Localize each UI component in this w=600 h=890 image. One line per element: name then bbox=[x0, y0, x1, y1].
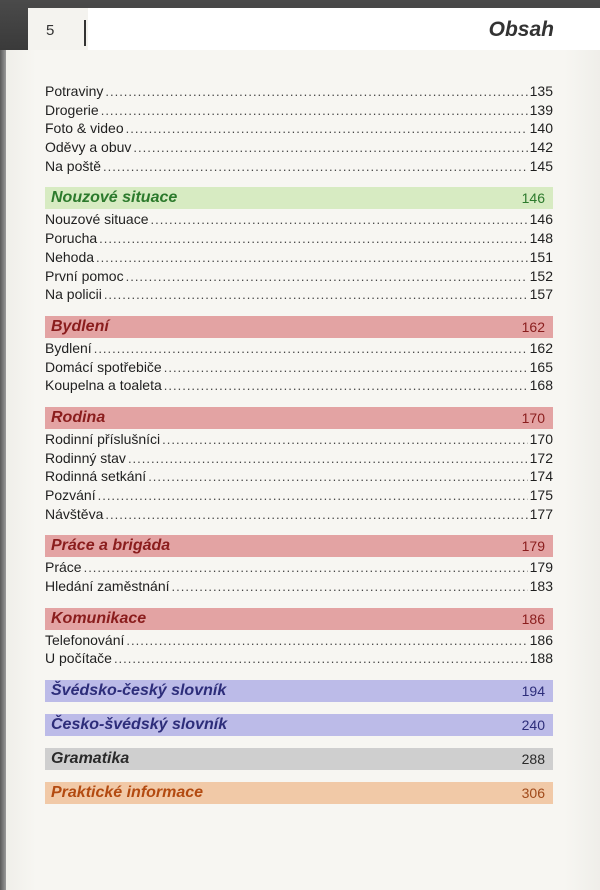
page-edge bbox=[0, 0, 6, 890]
toc-entry-label: U počítače bbox=[45, 650, 112, 667]
section-title: Nouzové situace bbox=[51, 189, 178, 207]
toc-entry-label: Návštěva bbox=[45, 505, 104, 522]
section-page: 194 bbox=[521, 683, 545, 700]
leader-dots bbox=[103, 158, 528, 177]
toc-entry-label: Rodinný stav bbox=[45, 449, 126, 466]
toc-entry-label: Bydlení bbox=[45, 339, 92, 356]
toc-entry-page: 174 bbox=[529, 468, 553, 485]
toc-entry[interactable] bbox=[45, 558, 553, 577]
toc-entry[interactable] bbox=[45, 267, 553, 286]
toc-entry-page: 179 bbox=[529, 559, 553, 576]
toc-entry-page: 151 bbox=[529, 248, 553, 265]
section-title: Gramatika bbox=[51, 750, 130, 768]
toc-entry-page: 186 bbox=[529, 631, 553, 648]
toc-entry-label: Oděvy a obuv bbox=[45, 139, 132, 156]
section-title: Rodina bbox=[51, 408, 106, 426]
leader-dots bbox=[84, 559, 528, 578]
toc-entry-page: 145 bbox=[529, 157, 553, 174]
toc-entry-label: Domácí spotřebiče bbox=[45, 358, 162, 375]
section-header-svedsko-cesky-slovnik[interactable] bbox=[45, 680, 553, 702]
leader-dots bbox=[104, 286, 528, 305]
toc-entry[interactable] bbox=[45, 358, 553, 377]
section-title: Švédsko-český slovník bbox=[51, 682, 227, 700]
leader-dots bbox=[126, 120, 528, 139]
leader-dots bbox=[99, 230, 527, 249]
toc-entry-label: Drogerie bbox=[45, 101, 99, 118]
toc-entry-page: 157 bbox=[529, 286, 553, 303]
section-header-nouzove-situace[interactable] bbox=[45, 187, 553, 209]
toc-entry-label: Telefonování bbox=[45, 631, 125, 648]
toc-entry-label: Pozvání bbox=[45, 487, 96, 503]
toc-entry[interactable] bbox=[45, 248, 553, 267]
toc-entry[interactable] bbox=[45, 210, 553, 229]
section-page: 186 bbox=[521, 610, 545, 627]
toc-entry-page: 146 bbox=[529, 211, 553, 228]
toc-entry-page: 140 bbox=[529, 120, 553, 137]
toc-entry-page: 142 bbox=[529, 139, 553, 156]
toc-entry-page: 139 bbox=[529, 101, 553, 118]
section-header-prakticke-informace[interactable] bbox=[45, 782, 553, 804]
toc-entry-label: Foto & video bbox=[45, 120, 124, 137]
toc-entry-page: 183 bbox=[529, 578, 553, 595]
section-title: Praktické informace bbox=[51, 784, 204, 802]
section-page: 162 bbox=[521, 318, 545, 335]
section-header-prace-a-brigada[interactable] bbox=[45, 535, 553, 557]
section-header-komunikace[interactable] bbox=[45, 608, 553, 630]
leader-dots bbox=[98, 487, 528, 506]
toc-entry-page: 168 bbox=[529, 377, 553, 394]
leader-dots bbox=[94, 340, 528, 359]
toc-entry-page: 175 bbox=[529, 487, 553, 503]
section-page: 240 bbox=[521, 717, 545, 734]
toc-entry[interactable] bbox=[45, 376, 553, 395]
toc-entry-page: 152 bbox=[529, 267, 553, 284]
toc-entry-label: Koupelna a toaleta bbox=[45, 377, 162, 394]
leader-dots bbox=[164, 359, 528, 378]
leader-dots bbox=[114, 650, 528, 669]
toc-entry[interactable] bbox=[45, 229, 553, 248]
toc-entry[interactable] bbox=[45, 138, 553, 157]
toc-entry[interactable] bbox=[45, 285, 553, 304]
toc-entry-label: Rodinná setkání bbox=[45, 468, 147, 485]
toc-entry-page: 170 bbox=[529, 430, 553, 447]
toc-entry-page: 135 bbox=[529, 83, 553, 99]
toc-entry-label: Nehoda bbox=[45, 248, 95, 265]
section-page: 288 bbox=[521, 751, 545, 768]
toc-entry[interactable] bbox=[45, 577, 553, 596]
toc-entry[interactable] bbox=[45, 119, 553, 138]
toc-entry[interactable] bbox=[45, 649, 553, 668]
table-of-contents bbox=[45, 82, 553, 805]
toc-entry[interactable] bbox=[45, 449, 553, 468]
leader-dots bbox=[133, 139, 527, 158]
leader-dots bbox=[105, 83, 527, 102]
header-divider bbox=[84, 20, 86, 46]
section-header-gramatika[interactable] bbox=[45, 748, 553, 770]
leader-dots bbox=[151, 211, 528, 230]
section-header-cesko-svedsky-slovnik[interactable] bbox=[45, 714, 553, 736]
section-header-bydleni[interactable] bbox=[45, 316, 553, 338]
section-page: 146 bbox=[521, 190, 545, 207]
toc-entry-page: 188 bbox=[529, 650, 553, 667]
toc-entry-label: Rodinní příslušníci bbox=[45, 430, 161, 447]
toc-entry[interactable] bbox=[45, 339, 553, 358]
toc-entry[interactable] bbox=[45, 101, 553, 120]
section-title: Práce a brigáda bbox=[51, 537, 171, 555]
section-title: Česko-švédský slovník bbox=[51, 716, 228, 734]
leader-dots bbox=[96, 249, 528, 268]
section-title: Bydlení bbox=[51, 317, 109, 335]
toc-entry-page: 148 bbox=[529, 230, 553, 247]
leader-dots bbox=[105, 506, 527, 525]
toc-entry-page: 165 bbox=[529, 358, 553, 375]
leader-dots bbox=[164, 377, 528, 396]
toc-entry-label: Na policii bbox=[45, 286, 102, 303]
section-title: Komunikace bbox=[51, 609, 147, 627]
leader-dots bbox=[148, 468, 527, 487]
toc-entry-label: Na poště bbox=[45, 157, 102, 174]
leader-dots bbox=[126, 268, 528, 287]
leader-dots bbox=[128, 450, 528, 469]
toc-entry-label: Nouzové situace bbox=[45, 211, 149, 228]
section-page: 170 bbox=[521, 409, 545, 426]
leader-dots bbox=[172, 578, 528, 597]
toc-entry[interactable] bbox=[45, 631, 553, 650]
leader-dots bbox=[101, 102, 528, 121]
toc-entry-label: Porucha bbox=[45, 230, 98, 247]
toc-entry[interactable] bbox=[45, 430, 553, 449]
toc-entry-page: 172 bbox=[529, 449, 553, 466]
toc-entry[interactable] bbox=[45, 505, 553, 524]
toc-entry-label: Hledání zaměstnání bbox=[45, 578, 170, 595]
toc-entry-label: První pomoc bbox=[45, 267, 124, 284]
leader-dots bbox=[126, 632, 527, 651]
toc-entry[interactable] bbox=[45, 157, 553, 176]
toc-entry-page: 177 bbox=[529, 505, 553, 522]
leader-dots bbox=[162, 431, 527, 450]
toc-entry[interactable] bbox=[45, 486, 553, 505]
section-page: 306 bbox=[521, 785, 545, 802]
page-number: 5 bbox=[46, 22, 55, 39]
section-header-rodina[interactable] bbox=[45, 407, 553, 429]
toc-entry-label: Potraviny bbox=[45, 83, 104, 99]
toc-entry[interactable] bbox=[45, 82, 553, 101]
toc-entry[interactable] bbox=[45, 467, 553, 486]
section-page: 179 bbox=[521, 538, 545, 555]
toc-entry-label: Práce bbox=[45, 559, 82, 576]
toc-entry-page: 162 bbox=[529, 339, 553, 356]
page-title: Obsah bbox=[488, 18, 554, 41]
